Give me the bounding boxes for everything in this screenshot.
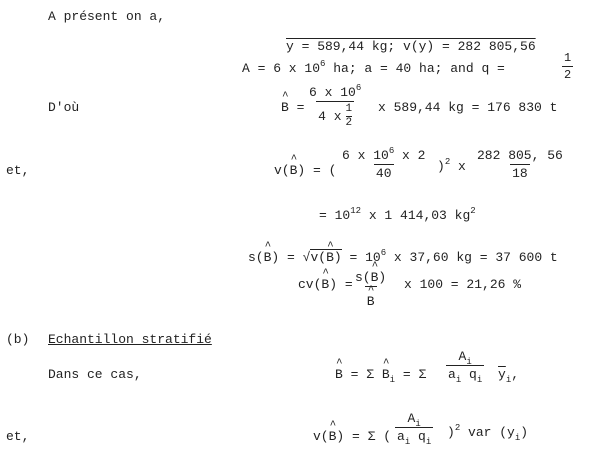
cvb-fraction: s(^ B) ^ B — [353, 271, 388, 308]
b-equation-lhs: ^ B = — [281, 101, 304, 114]
parameters-line: A = 6 x $10^6$ ha; a = 40 ha; and q = — [242, 59, 505, 76]
strat-b-ybar: $\overline{y}_i$, — [498, 367, 520, 385]
intro-text: A présent on a, — [48, 9, 166, 24]
cvb-result: x 100 = 21,26 % — [404, 277, 522, 292]
vb-equation-lhs: v(^ B) = ( — [274, 164, 336, 177]
strat-vb-fraction: $A_i$ $a_i$ $q_i$ — [397, 411, 432, 447]
strat-b-fraction: $A_i$ $a_i$ $q_i$ — [448, 349, 483, 385]
ybar-line: y = 589,44 kg; v(y) = 282 805,56 — [286, 39, 536, 54]
b-equation-result: x 589,44 kg = 176 830 t — [378, 100, 558, 115]
dans-ce-cas: Dans ce cas, — [48, 367, 142, 382]
b-equation-fraction: 6 x $10^6$ 4 x 1 2 — [309, 83, 362, 129]
dou-label: D'où — [48, 100, 80, 115]
vb-result-line: = $10^{12}$ x 1 414,03 $kg^2$ — [319, 206, 476, 223]
cvb-equation-lhs: cv(^ B) = — [298, 278, 353, 291]
sb-equation: s(^ B) = √v(^ $B) = 10^6$ x 37,60 kg = 37 600 t — [248, 249, 558, 264]
section-label: (b) — [6, 332, 30, 347]
strat-vb-var: )$^2$ var $(y_i)$ — [447, 423, 529, 443]
et-label-2: et, — [6, 429, 30, 444]
q-fraction: 1 2 — [564, 51, 572, 82]
vb-fraction-2: 282 805, 56 18 — [477, 148, 563, 181]
vb-power: )$^2$ x — [437, 157, 466, 174]
section-title: Echantillon stratifié — [48, 332, 212, 347]
strat-b-lhs: ^ B = Σ ^ $B_i = \Sigma$ — [335, 368, 426, 381]
strat-vb-lhs: v(^ B) = Σ ( — [313, 430, 391, 443]
et-label-1: et, — [6, 163, 30, 178]
vb-fraction-1: 6 x $10^6$ x 2 40 — [342, 146, 426, 181]
